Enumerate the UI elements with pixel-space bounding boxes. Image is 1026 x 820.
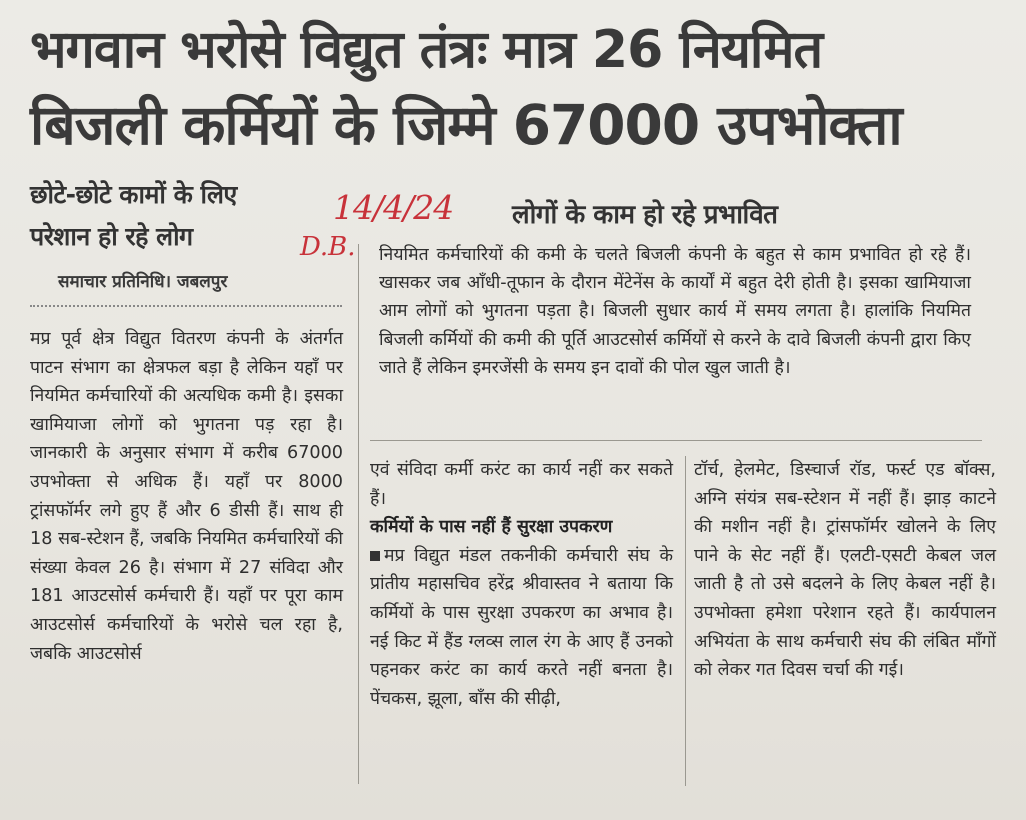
column-2-paragraph-2-text: मप्र विद्युत मंडल तकनीकी कर्मचारी संघ के प्रांतीय महासचिव हरेंद्र श्रीवास्तव ने बताया कि कर्मियों के पास सुरक्षा उपकरण का अभाव है। नई किट में हैंड ग्लव्स लाल रंग के आए हैं उनको पहनकर करंट का कार्य करते नहीं बनता है। पेंचकस, झूला, बाँस की सीढ़ी, [370, 545, 673, 709]
column-2-paragraph-1: एवं संविदा कर्मी करंट का कार्य नहीं कर सकते हैं। [370, 460, 673, 509]
deck-left-line-2: परेशान हो रहे लोग [30, 222, 193, 251]
article-column-2 [370, 456, 673, 713]
byline: समाचार प्रतिनिधि। जबलपुर [58, 272, 228, 292]
article-column-3 [694, 456, 996, 685]
handwritten-initials: D.B. [300, 232, 356, 262]
section-subhead: कर्मियों के पास नहीं हैं सुरक्षा उपकरण [370, 517, 613, 538]
deck-right: लोगों के काम हो रहे प्रभावित [512, 200, 778, 230]
bullet-icon [370, 551, 380, 561]
article-column-1 [30, 325, 343, 668]
column-divider [358, 244, 359, 784]
intro-paragraph [379, 241, 971, 382]
handwritten-date: 14/4/24 [333, 188, 454, 227]
column-1-text: मप्र पूर्व क्षेत्र विद्युत वितरण कंपनी के अंतर्गत पाटन संभाग का क्षेत्रफल बड़ा है लेकिन यहाँ पर नियमित कर्मचारियों की अत्यधिक कमी है। इसका खामियाजा लोगों को भुगतना पड़ रहा है। जानकारी के अनुसार संभाग में करीब 67000 उपभोक्ता से अधिक हैं। यहाँ पर 8000 ट्रांसफॉर्मर लगे हुए हैं और 6 डीसी हैं। साथ ही 18 सब-स्टेशन हैं, जबकि नियमित कर्मचारियों की संख्या केवल 26 है। संभाग में 27 संविदा और 181 आउटसोर्स कर्मचारी हैं। यहाँ पर पूरा काम आउटसोर्स कर्मचारियों के भरोसे चल रहा है, जबकि आउटसोर्स [30, 329, 343, 664]
intro-divider [370, 440, 982, 441]
column-3-text: टॉर्च, हेलमेट, डिस्चार्ज रॉड, फर्स्ट एड बॉक्स, अग्नि संयंत्र सब-स्टेशन में नहीं हैं। झाड़ काटने की मशीन नहीं है। ट्रांसफॉर्मर खोलने के लिए पाने के सेट नहीं हैं। एलटी-एसटी केबल जल जाती है तो उसे बदलने के लिए केबल नहीं है। उपभोक्ता हमेशा परेशान रहते हैं। कार्यपालन अभियंता के साथ कर्मचारी संघ की लंबित माँगों को लेकर गत दिवस चर्चा की गई। [694, 460, 996, 681]
intro-text: नियमित कर्मचारियों की कमी के चलते बिजली कंपनी के बहुत से काम प्रभावित हो रहे हैं। खासकर जब आँधी-तूफान के दौरान मेंटेनेंस के कार्यों में बहुत देरी होती है। इसका खामियाजा आम लोगों को भुगतना पड़ता है। बिजली सुधार कार्य में समय लगता है। हालांकि नियमित बिजली कर्मियों की कमी की पूर्ति आउटसोर्स कर्मियों से करने के दावे बिजली कंपनी द्वारा किए जाते हैं लेकिन इमरजेंसी के समय इन दावों की पोल खुल जाती है। [379, 245, 971, 378]
headline-line-2: बिजली कर्मियों के जिम्मे 67000 उपभोक्ता [30, 93, 902, 157]
deck-left-line-1: छोटे-छोटे कामों के लिए [30, 180, 237, 209]
column-2-paragraph-2 [370, 542, 673, 714]
byline-divider [30, 305, 342, 307]
headline-line-1: भगवान भरोसे विद्युत तंत्रः मात्र 26 नियमित [30, 20, 823, 80]
column-divider [685, 456, 686, 786]
